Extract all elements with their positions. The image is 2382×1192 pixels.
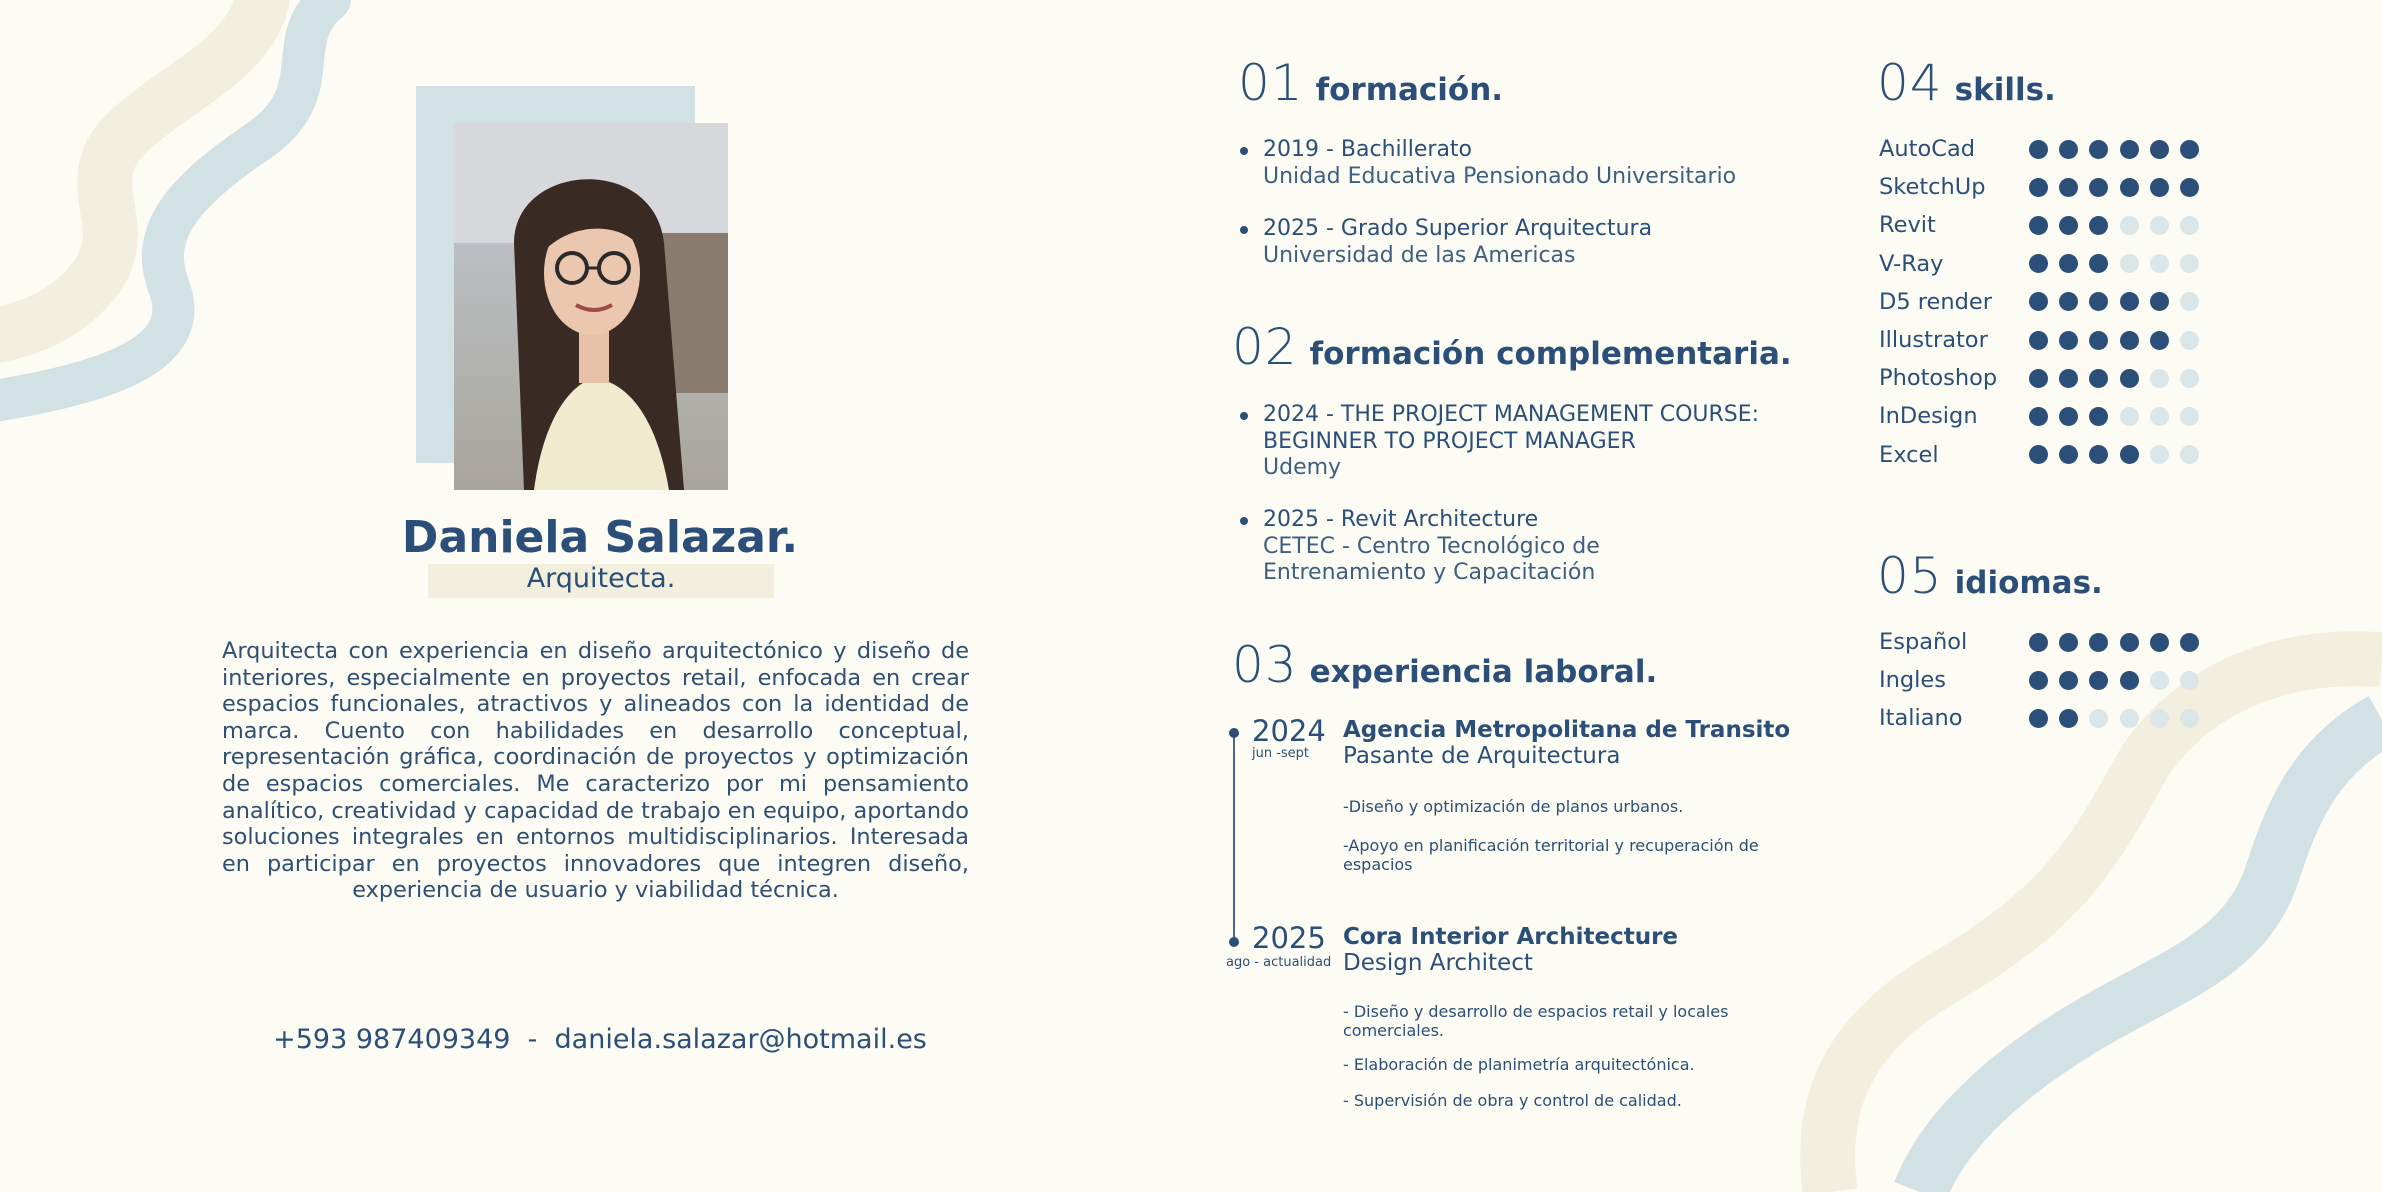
- rating-dot-filled: [2029, 407, 2048, 426]
- rating-dot-empty: [2180, 445, 2199, 464]
- rating-dot-empty: [2180, 369, 2199, 388]
- rating-dots: [2029, 445, 2199, 464]
- list-item: 2025 - Grado Superior Arquitectura Universidad de las Americas: [1263, 216, 1763, 269]
- language-name: Italiano: [1879, 705, 1963, 732]
- rating-dot-empty: [2180, 254, 2199, 273]
- rating-dot-filled: [2059, 407, 2078, 426]
- rating-dots: [2029, 671, 2199, 690]
- rating-dot-empty: [2120, 407, 2139, 426]
- wave-cream-bottom: [1828, 659, 2382, 1192]
- section-complementaria-heading: [1232, 318, 1792, 376]
- section-idiomas-heading: [1877, 547, 2103, 605]
- rating-dots: [2029, 140, 2199, 159]
- rating-dot-filled: [2029, 216, 2048, 235]
- skill-row: [1879, 401, 2199, 431]
- timeline-dot: [1229, 728, 1239, 738]
- rating-dots: [2029, 407, 2199, 426]
- rating-dot-filled: [2089, 292, 2108, 311]
- skill-row: [1879, 363, 2199, 393]
- timeline-dot: [1229, 937, 1239, 947]
- rating-dot-empty: [2150, 445, 2169, 464]
- rating-dot-empty: [2180, 216, 2199, 235]
- rating-dot-filled: [2029, 369, 2048, 388]
- rating-dot-filled: [2120, 140, 2139, 159]
- section-skills-heading: [1877, 54, 2056, 112]
- rating-dot-empty: [2120, 254, 2139, 273]
- rating-dot-empty: [2180, 331, 2199, 350]
- rating-dot-filled: [2150, 292, 2169, 311]
- rating-dot-filled: [2120, 671, 2139, 690]
- job-task: - Elaboración de planimetría arquitectónica.: [1343, 1055, 1695, 1074]
- rating-dot-filled: [2180, 140, 2199, 159]
- rating-dot-filled: [2120, 178, 2139, 197]
- rating-dot-filled: [2120, 445, 2139, 464]
- language-name: Español: [1879, 629, 1968, 655]
- language-row: [1879, 703, 2199, 733]
- rating-dot-empty: [2150, 216, 2169, 235]
- section-number: 01: [1238, 54, 1304, 112]
- rating-dot-filled: [2120, 369, 2139, 388]
- section-title: formación.: [1315, 72, 1504, 108]
- rating-dot-filled: [2059, 633, 2078, 652]
- skill-row: [1879, 134, 2199, 164]
- skill-row: [1879, 325, 2199, 355]
- rating-dot-filled: [2029, 254, 2048, 273]
- rating-dot-filled: [2089, 633, 2108, 652]
- person-name: Daniela Salazar.: [401, 512, 799, 563]
- rating-dots: [2029, 709, 2199, 728]
- skill-row: [1879, 172, 2199, 202]
- section-formacion-heading: [1238, 54, 1503, 112]
- bullet-icon: [1240, 517, 1248, 525]
- rating-dot-empty: [2150, 407, 2169, 426]
- rating-dot-filled: [2150, 178, 2169, 197]
- rating-dot-filled: [2059, 331, 2078, 350]
- rating-dot-empty: [2120, 216, 2139, 235]
- rating-dot-filled: [2059, 216, 2078, 235]
- rating-dots: [2029, 292, 2199, 311]
- job-task: -Apoyo en planificación territorial y recuperación de espacios: [1343, 836, 1759, 874]
- rating-dot-filled: [2150, 140, 2169, 159]
- bullet-icon: [1240, 226, 1248, 234]
- rating-dot-filled: [2120, 633, 2139, 652]
- rating-dot-filled: [2089, 671, 2108, 690]
- job-company: Agencia Metropolitana de Transito: [1343, 717, 1791, 743]
- skill-name: SketchUp: [1879, 174, 1986, 201]
- job-period: ago - actualidad: [1226, 955, 1332, 970]
- rating-dot-empty: [2180, 709, 2199, 728]
- skill-name: InDesign: [1879, 403, 1978, 430]
- rating-dot-filled: [2120, 292, 2139, 311]
- section-title: idiomas.: [1954, 565, 2103, 601]
- section-number: 05: [1877, 547, 1943, 605]
- rating-dot-empty: [2150, 709, 2169, 728]
- rating-dot-empty: [2089, 709, 2108, 728]
- language-name: Ingles: [1879, 667, 1946, 694]
- rating-dot-filled: [2029, 178, 2048, 197]
- rating-dot-filled: [2029, 445, 2048, 464]
- skill-name: Photoshop: [1879, 365, 1998, 392]
- section-title: formación complementaria.: [1309, 336, 1792, 372]
- profile-photo: [454, 123, 728, 490]
- contact-info: +593 987409349 - daniela.salazar@hotmail.es: [273, 1024, 927, 1055]
- rating-dot-filled: [2059, 445, 2078, 464]
- section-number: 02: [1232, 318, 1298, 376]
- skill-row: [1879, 210, 2199, 240]
- rating-dot-filled: [2029, 331, 2048, 350]
- section-title: experiencia laboral.: [1309, 654, 1658, 690]
- language-row: [1879, 665, 2199, 695]
- skill-name: Illustrator: [1879, 327, 1988, 353]
- job-task: - Diseño y desarrollo de espacios retail y locales comerciales.: [1343, 1002, 1729, 1040]
- rating-dot-empty: [2180, 292, 2199, 311]
- job-position: Design Architect: [1343, 950, 1533, 976]
- bullet-icon: [1240, 412, 1248, 420]
- skill-name: Revit: [1879, 212, 1936, 239]
- skill-name: D5 render: [1879, 288, 1993, 315]
- rating-dot-filled: [2089, 254, 2108, 273]
- skill-row: [1879, 440, 2199, 470]
- rating-dot-empty: [2150, 369, 2169, 388]
- rating-dot-filled: [2059, 292, 2078, 311]
- rating-dots: [2029, 633, 2199, 652]
- job-period: jun -sept: [1252, 746, 1310, 761]
- section-experiencia-heading: [1232, 636, 1657, 694]
- section-number: 04: [1877, 54, 1943, 112]
- section-number: 03: [1232, 636, 1298, 694]
- rating-dot-filled: [2089, 369, 2108, 388]
- skill-name: Excel: [1879, 441, 1939, 468]
- rating-dot-filled: [2029, 292, 2048, 311]
- list-item: 2019 - Bachillerato Unidad Educativa Pensionado Universitario: [1263, 137, 1763, 190]
- rating-dot-filled: [2029, 140, 2048, 159]
- job-company: Cora Interior Architecture: [1343, 924, 1679, 950]
- profile-summary: Arquitecta con experiencia en diseño arquitectónico y diseño de interiores, especialmente en proyectos retail, enfocada en crear espacios funcionales, atractivos y alineados con la identidad de marca. Cuento con habilidades en desarrollo conceptual, representación gráfica, coordinación de proyectos y optimización de espacios comerciales. Me caracterizo por mi pensamiento analítico, creatividad y capacidad de trabajo en equipo, aportando soluciones integrales en entornos multidisciplinarios. Interesada en participar en proyectos innovadores que integren diseño, experiencia de usuario y viabilidad técnica.: [222, 638, 969, 904]
- rating-dots: [2029, 216, 2199, 235]
- rating-dot-filled: [2059, 709, 2078, 728]
- rating-dot-filled: [2150, 633, 2169, 652]
- rating-dot-filled: [2089, 445, 2108, 464]
- rating-dot-filled: [2059, 671, 2078, 690]
- list-item: 2024 - THE PROJECT MANAGEMENT COURSE: BEGINNER TO PROJECT MANAGER Udemy: [1263, 402, 1763, 482]
- rating-dot-filled: [2180, 178, 2199, 197]
- rating-dot-filled: [2150, 331, 2169, 350]
- bullet-icon: [1240, 147, 1248, 155]
- rating-dot-filled: [2059, 254, 2078, 273]
- person-role: Arquitecta.: [526, 563, 676, 594]
- skill-name: V-Ray: [1879, 250, 1944, 277]
- rating-dot-filled: [2089, 216, 2108, 235]
- rating-dot-filled: [2089, 407, 2108, 426]
- rating-dot-empty: [2120, 709, 2139, 728]
- rating-dot-filled: [2059, 178, 2078, 197]
- job-year: 2025: [1252, 921, 1326, 955]
- rating-dot-empty: [2150, 254, 2169, 273]
- section-title: skills.: [1954, 72, 2056, 108]
- rating-dot-filled: [2180, 633, 2199, 652]
- rating-dots: [2029, 331, 2199, 350]
- rating-dot-filled: [2089, 140, 2108, 159]
- rating-dot-filled: [2120, 331, 2139, 350]
- job-task: -Diseño y optimización de planos urbanos.: [1343, 797, 1684, 816]
- skill-row: [1879, 249, 2199, 279]
- language-row: [1879, 627, 2199, 657]
- rating-dot-filled: [2029, 709, 2048, 728]
- rating-dot-empty: [2180, 407, 2199, 426]
- job-year: 2024: [1252, 714, 1326, 748]
- job-task: - Supervisión de obra y control de calidad.: [1343, 1091, 1682, 1110]
- rating-dot-filled: [2089, 178, 2108, 197]
- rating-dots: [2029, 178, 2199, 197]
- timeline-line: [1233, 733, 1235, 943]
- rating-dot-filled: [2059, 369, 2078, 388]
- rating-dot-filled: [2029, 633, 2048, 652]
- job-position: Pasante de Arquitectura: [1343, 743, 1621, 769]
- list-item: 2025 - Revit Architecture CETEC - Centro Tecnológico de Entrenamiento y Capacitación: [1263, 507, 1763, 587]
- rating-dot-empty: [2150, 671, 2169, 690]
- rating-dot-filled: [2089, 331, 2108, 350]
- rating-dots: [2029, 254, 2199, 273]
- rating-dot-empty: [2180, 671, 2199, 690]
- rating-dots: [2029, 369, 2199, 388]
- rating-dot-filled: [2059, 140, 2078, 159]
- rating-dot-filled: [2029, 671, 2048, 690]
- skill-row: [1879, 287, 2199, 317]
- skill-name: AutoCad: [1879, 136, 1976, 162]
